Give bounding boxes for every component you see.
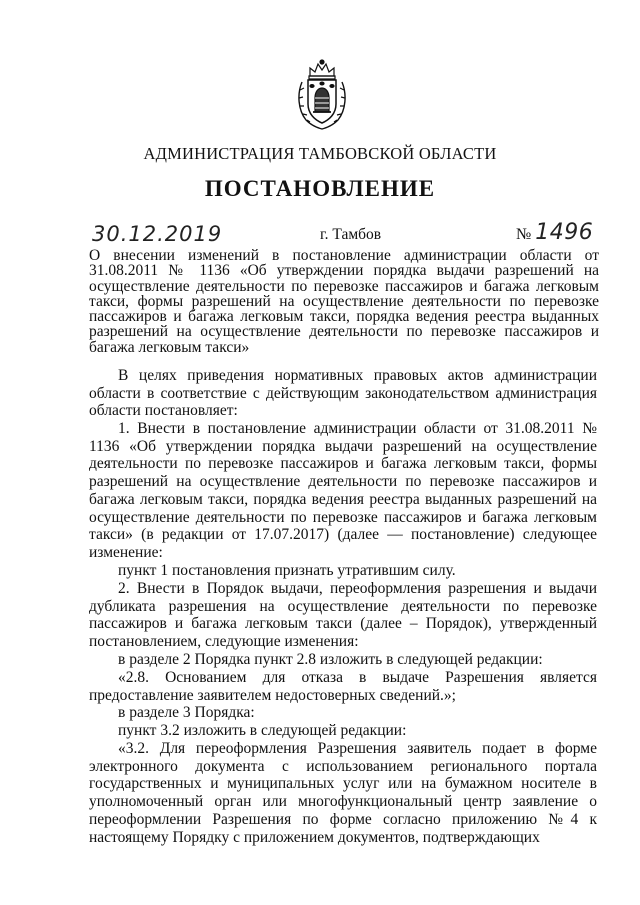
body-paragraph-clause-3-2: «3.2. Для переоформления Разрешения заявитель подает в форме электронного документа с использованием регионального портала государственных и муниципальных услуг или на бумажном носителе в уполномоченный орган или многофункциональный центр заявление о переоформлении Разрешения по форме согласно приложению №4 к настоящему Порядку с приложением документов, подтверждающих [89, 740, 597, 846]
document-title: О внесении изменений в постановление администрации области от 31.08.2011 № 1136 «Об утверждении порядка выдачи разрешений на осуществление деятельности по перевозке пассажиров и багажа легковым такси, формы разрешений на осуществление деятельности по перевозке пассажиров и багажа легковым такси, порядка ведения реестра выданных разрешений на осуществление деятельности по перевозке пассажиров и багажа легковым такси» [89, 247, 599, 356]
body-paragraph-item-2: 2. Внести в Порядок выдачи, переоформления разрешения и выдачи дубликата разрешения на осуществление деятельности по перевозке пассажиров и багажа легковым такси (далее – Порядок), утвержденный постановлением, следующие изменения: [89, 580, 597, 651]
body-paragraph-item-1: 1. Внести в постановление администрации области от 31.08.2011 № 1136 «Об утверждении порядка выдачи разрешений на осуществление деятельности по перевозке пассажиров и багажа легковым такси, формы разрешений на осуществление деятельности по перевозке пассажиров и багажа легковым такси, порядка ведения реестра выданных разрешений на осуществление деятельности по перевозке пассажиров и багажа легковым такси» (в редакции от 17.07.2017) (далее — постановление) следующее изменение: [89, 420, 597, 561]
coat-of-arms-icon [294, 58, 350, 132]
document-type: ПОСТАНОВЛЕНИЕ [204, 176, 436, 201]
document-date: 30.12.2019 [92, 222, 223, 246]
document-city: г. Тамбов [320, 226, 382, 243]
number-value: 1496 [535, 220, 594, 245]
body-paragraph-item-1-change: пункт 1 постановления признать утратившим силу. [118, 562, 456, 579]
body-paragraph-clause-2-8: «2.8. Основанием для отказа в выдаче Разрешения является предоставление заявителем недостоверных сведений.»; [89, 669, 597, 704]
number-label: № [516, 226, 532, 243]
document-number [516, 220, 593, 245]
body-paragraph-section-2: в разделе 2 Порядка пункт 2.8 изложить в следующей редакции: [118, 651, 543, 668]
organization-name: АДМИНИСТРАЦИЯ ТАМБОВСКОЙ ОБЛАСТИ [143, 144, 497, 163]
body-paragraph-preamble: В целях приведения нормативных правовых актов администрации области в соответствие с действующим законодательством администрация области постановляет: [89, 367, 597, 420]
body-paragraph-section-3: в разделе 3 Порядка: [118, 704, 255, 721]
body-paragraph-clause-3-2-intro: пункт 3.2 изложить в следующей редакции: [118, 722, 407, 739]
